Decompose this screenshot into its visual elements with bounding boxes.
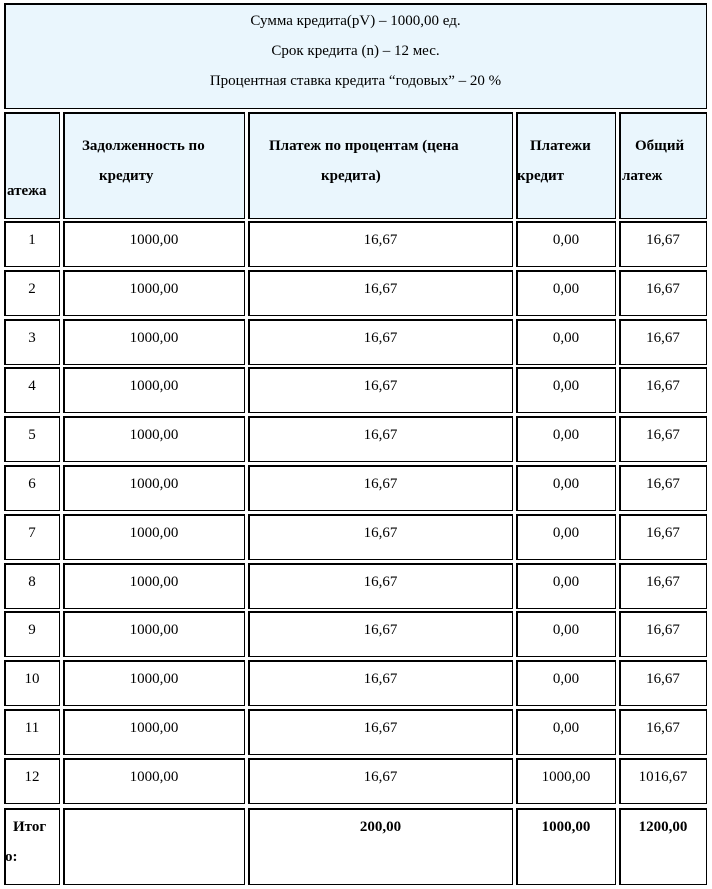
table-cell-value: 16,67 [363, 768, 398, 785]
principal-cell [516, 660, 616, 706]
principal-cell [516, 221, 616, 267]
table-cell-value: 16,67 [646, 329, 680, 346]
table-cell-value: 0,00 [552, 671, 580, 688]
principal-cell [516, 270, 616, 316]
payment-number-cell [4, 221, 60, 267]
interest-cell [248, 660, 513, 706]
table-cell-value: 1000,00 [129, 329, 179, 346]
payment-number-cell [4, 367, 60, 413]
header-total-line2: латеж [622, 168, 663, 184]
principal-cell [516, 709, 616, 755]
table-cell-value: 1000,00 [129, 232, 179, 248]
principal-cell [516, 611, 616, 657]
table-cell-value: 4 [28, 378, 36, 395]
table-cell-value: 16,67 [363, 573, 398, 590]
header-debt-line2: кредиту [99, 168, 154, 184]
table-cell-value: 16,67 [646, 476, 680, 492]
table-cell-value: 1000,00 [129, 622, 179, 639]
table-cell-value: 16,67 [646, 573, 680, 590]
table-cell-value: 16,67 [646, 622, 680, 639]
table-cell-value: 0,00 [552, 573, 580, 590]
header-total [619, 112, 707, 219]
totals-interest-cell [248, 808, 513, 885]
table-cell-value: 0,00 [552, 720, 580, 736]
interest-cell [248, 465, 513, 511]
table-cell-value: 3 [28, 329, 36, 346]
totals-debt-cell [63, 808, 245, 885]
table-cell-value: 1000,00 [129, 280, 179, 297]
payment-number-cell [4, 563, 60, 609]
principal-cell [516, 319, 616, 365]
table-cell-value: 16,67 [363, 427, 398, 444]
table-cell-value: 0,00 [552, 329, 580, 346]
table-cell-value: 12 [24, 768, 40, 785]
table-cell-value: 16,67 [646, 232, 680, 248]
debt-cell [63, 758, 245, 804]
table-cell-value: 0,00 [552, 622, 580, 639]
table-cell-value: 1000,00 [129, 524, 179, 541]
table-cell-value: 6 [28, 476, 36, 492]
table-cell-value: 8 [28, 573, 36, 590]
payment-number-cell [4, 660, 60, 706]
totals-interest: 200,00 [359, 819, 402, 835]
interest-cell [248, 514, 513, 560]
table-cell-value: 1000,00 [129, 427, 179, 444]
principal-cell [516, 758, 616, 804]
debt-cell [63, 319, 245, 365]
interest-cell [248, 563, 513, 609]
total-cell [619, 758, 707, 804]
loan-info-box [4, 3, 707, 109]
total-cell [619, 514, 707, 560]
table-cell-value: 16,67 [646, 280, 680, 297]
table-cell-value: 16,67 [363, 378, 398, 395]
table-cell-value: 16,67 [363, 622, 398, 639]
payment-number-cell [4, 270, 60, 316]
debt-cell [63, 563, 245, 609]
table-cell-value: 16,67 [646, 427, 680, 444]
interest-cell [248, 270, 513, 316]
table-cell-value: 16,67 [646, 720, 680, 736]
table-cell-value: 0,00 [552, 524, 580, 541]
interest-cell [248, 611, 513, 657]
debt-cell [63, 416, 245, 462]
total-cell [619, 319, 707, 365]
total-cell [619, 465, 707, 511]
interest-rate-text: Процентная ставка кредита “годовых” – 20 % [209, 73, 502, 89]
table-cell-value: 1000,00 [541, 768, 591, 785]
debt-cell [63, 514, 245, 560]
payment-number-cell [4, 465, 60, 511]
principal-cell [516, 563, 616, 609]
loan-amount-text: Сумма кредита(pV) – 1000,00 ед. [250, 13, 461, 29]
debt-cell [63, 709, 245, 755]
table-cell-value: 11 [24, 720, 40, 736]
header-debt [63, 112, 245, 219]
table-cell-value: 16,67 [363, 524, 398, 541]
interest-cell [248, 758, 513, 804]
table-cell-value: 1000,00 [129, 671, 179, 688]
total-cell [619, 611, 707, 657]
total-cell [619, 367, 707, 413]
header-payment-number [4, 112, 60, 219]
interest-cell [248, 367, 513, 413]
table-cell-value: 7 [28, 524, 36, 541]
table-cell-value: 16,67 [363, 329, 398, 346]
total-cell [619, 660, 707, 706]
interest-cell [248, 319, 513, 365]
totals-principal-cell [516, 808, 616, 885]
table-cell-value: 16,67 [363, 280, 398, 297]
table-cell-value: 1000,00 [129, 720, 179, 736]
table-cell-value: 1 [28, 232, 36, 248]
total-cell [619, 221, 707, 267]
header-total-line1: Общий [635, 138, 685, 154]
loan-term-text: Срок кредита (n) – 12 мес. [271, 43, 440, 59]
table-cell-value: 16,67 [363, 671, 398, 688]
totals-principal: 1000,00 [541, 819, 591, 835]
table-cell-value: 16,67 [363, 476, 398, 492]
payment-number-cell [4, 611, 60, 657]
header-payment-number-label: атежа [7, 183, 47, 199]
interest-cell [248, 221, 513, 267]
table-cell-value: 5 [28, 427, 36, 444]
table-cell-value: 0,00 [552, 378, 580, 395]
payment-number-cell [4, 416, 60, 462]
header-debt-line1: Задолженность по [82, 138, 205, 154]
table-cell-value: 2 [28, 280, 36, 297]
totals-label-cell [4, 808, 60, 885]
table-cell-value: 16,67 [363, 720, 398, 736]
table-cell-value: 10 [24, 671, 40, 688]
header-interest-line1: Платеж по процентам (цена [269, 138, 459, 154]
debt-cell [63, 367, 245, 413]
header-principal [516, 112, 616, 219]
debt-cell [63, 465, 245, 511]
table-cell-value: 1000,00 [129, 476, 179, 492]
header-interest-line2: кредита) [321, 168, 381, 184]
totals-total: 1200,00 [638, 819, 688, 835]
table-cell-value: 1000,00 [129, 378, 179, 395]
table-cell-value: 16,67 [646, 378, 680, 395]
totals-total-cell [619, 808, 707, 885]
principal-cell [516, 367, 616, 413]
principal-cell [516, 416, 616, 462]
debt-cell [63, 660, 245, 706]
payment-number-cell [4, 758, 60, 804]
debt-cell [63, 270, 245, 316]
table-cell-value: 9 [28, 622, 36, 639]
table-cell-value: 0,00 [552, 476, 580, 492]
table-cell-value: 1000,00 [129, 768, 179, 785]
header-interest [248, 112, 513, 219]
table-cell-value: 0,00 [552, 232, 580, 248]
total-cell [619, 416, 707, 462]
totals-label-line1: Итог [13, 819, 47, 835]
table-cell-value: 1016,67 [638, 768, 688, 785]
table-cell-value: 16,67 [646, 524, 680, 541]
header-principal-line2: кредит [517, 168, 565, 184]
principal-cell [516, 465, 616, 511]
total-cell [619, 270, 707, 316]
table-cell-value: 16,67 [363, 232, 398, 248]
payment-number-cell [4, 514, 60, 560]
payment-number-cell [4, 319, 60, 365]
totals-label-line2: о: [5, 849, 18, 865]
table-cell-value: 1000,00 [129, 573, 179, 590]
table-cell-value: 0,00 [552, 427, 580, 444]
table-cell-value: 0,00 [552, 280, 580, 297]
debt-cell [63, 221, 245, 267]
payment-number-cell [4, 709, 60, 755]
debt-cell [63, 611, 245, 657]
total-cell [619, 563, 707, 609]
interest-cell [248, 709, 513, 755]
principal-cell [516, 514, 616, 560]
total-cell [619, 709, 707, 755]
header-principal-line1: Платежи [530, 138, 591, 154]
table-cell-value: 16,67 [646, 671, 680, 688]
interest-cell [248, 416, 513, 462]
